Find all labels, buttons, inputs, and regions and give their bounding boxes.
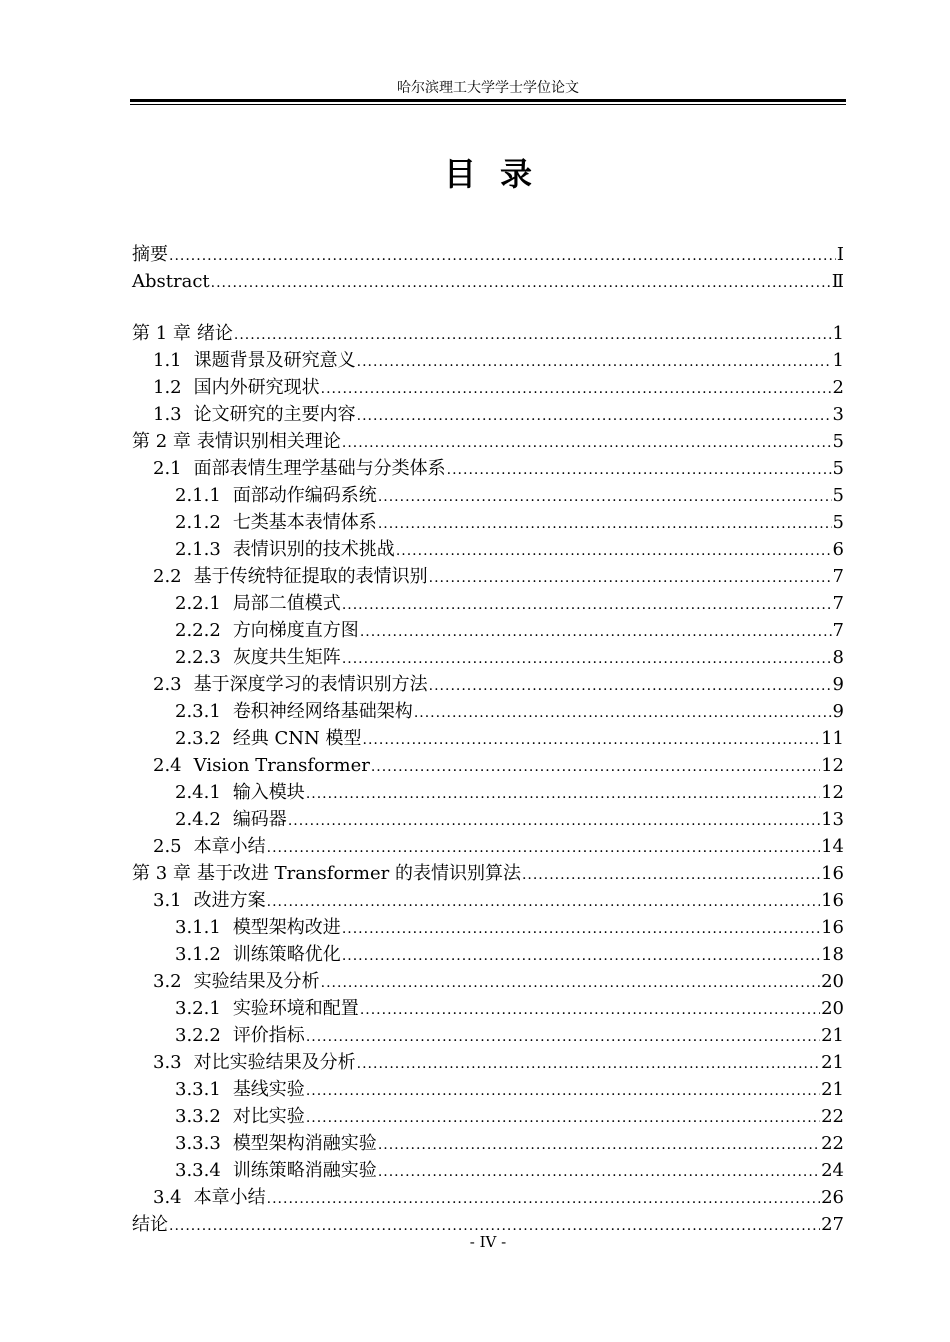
toc-entry[interactable] [132, 887, 844, 914]
toc-entry-number: 2.1.3 [175, 539, 221, 560]
toc-dot-leader [342, 430, 832, 457]
toc-dot-leader [378, 1159, 820, 1186]
toc-entry-page: 20 [821, 998, 844, 1019]
toc-entry-page: 1 [832, 323, 844, 344]
toc-entry-number: 3.1.1 [175, 917, 221, 938]
toc-entry-title: 对比实验 [232, 1106, 305, 1127]
toc-entry[interactable] [132, 1049, 844, 1076]
toc-entry[interactable] [132, 563, 844, 590]
toc-entry[interactable] [132, 1076, 844, 1103]
toc-entry-number: 3.3 [153, 1052, 182, 1073]
toc-entry-page: 26 [821, 1187, 844, 1208]
toc-entry-title: 卷积神经网络基础架构 [232, 701, 413, 722]
running-header: 哈尔滨理工大学学士学位论文 [397, 80, 579, 96]
toc-entry[interactable] [132, 401, 844, 428]
toc-entry-page: 24 [821, 1160, 844, 1181]
toc-entry-title: 模型架构消融实验 [232, 1133, 377, 1154]
toc-entry-number: 1.3 [153, 404, 182, 425]
toc-dot-leader [342, 646, 832, 673]
toc-entry-title: 模型架构改进 [232, 917, 341, 938]
toc-entry[interactable] [132, 1184, 844, 1211]
toc-entry-page: 7 [832, 620, 844, 641]
toc-entry-number: 2.1.2 [175, 512, 221, 533]
toc-entry[interactable] [132, 914, 844, 941]
toc-entry-number: 2.4.2 [175, 809, 221, 830]
toc-entry-title: 基于改进 Transformer 的表情识别算法 [196, 863, 521, 884]
toc-dot-leader [522, 862, 820, 889]
toc-entry-number: 2.3.1 [175, 701, 221, 722]
header-rule-thin [130, 104, 846, 105]
toc-dot-leader [342, 592, 832, 619]
toc-entry-page: 6 [832, 539, 844, 560]
toc-dot-leader [267, 835, 820, 862]
toc-entry-page: 18 [821, 944, 844, 965]
toc-entry-page: 7 [832, 566, 844, 587]
toc-entry-page: Ⅱ [831, 271, 844, 292]
toc-entry-title: 表情识别的技术挑战 [232, 539, 395, 560]
toc-entry-title: 摘要 [132, 244, 168, 265]
toc-entry-title: 方向梯度直方图 [232, 620, 359, 641]
toc-entry-title: 绪论 [196, 323, 233, 344]
toc-front-matter [132, 241, 844, 295]
toc-entry-page: 9 [832, 674, 844, 695]
toc-entry-title: 本章小结 [193, 836, 266, 857]
toc-entry-page: 21 [821, 1052, 844, 1073]
toc-dot-leader [267, 1186, 820, 1213]
toc-dot-leader [288, 808, 820, 835]
toc-entry-page: I [836, 244, 844, 265]
toc-entry[interactable] [132, 698, 844, 725]
toc-entry-title: 论文研究的主要内容 [193, 404, 356, 425]
toc-entry-number: 2.2.1 [175, 593, 221, 614]
toc-entry[interactable] [132, 320, 844, 347]
toc-entry[interactable] [132, 644, 844, 671]
toc-entry-number: 2.1.1 [175, 485, 221, 506]
toc-entry-number: 3.4 [153, 1187, 182, 1208]
toc-dot-leader [306, 1078, 820, 1105]
toc-entry-number: 2.4.1 [175, 782, 221, 803]
toc-entry-title: 本章小结 [193, 1187, 266, 1208]
toc-dot-leader [321, 970, 820, 997]
toc-entry-title: 实验结果及分析 [193, 971, 320, 992]
toc-entry-number: 第 3 章 [132, 863, 191, 884]
toc-entry[interactable] [132, 833, 844, 860]
toc-entry-number: 3.3.2 [175, 1106, 221, 1127]
toc-entry[interactable] [132, 1130, 844, 1157]
toc-entry-title: 对比实验结果及分析 [193, 1052, 356, 1073]
toc-entry-page: 5 [832, 485, 844, 506]
toc-dot-leader [357, 1051, 820, 1078]
toc-entry-page: 21 [821, 1079, 844, 1100]
toc-entry-number: 2.3.2 [175, 728, 221, 749]
toc-entry-title: 训练策略消融实验 [232, 1160, 377, 1181]
toc-entry-title: 表情识别相关理论 [196, 431, 341, 452]
toc-entry-title: 国内外研究现状 [193, 377, 320, 398]
toc-entry[interactable] [132, 860, 844, 887]
toc-entry[interactable] [132, 347, 844, 374]
toc-dot-leader [447, 457, 832, 484]
toc-entry-page: 3 [832, 404, 844, 425]
toc-entry-page: 9 [832, 701, 844, 722]
toc-entry-page: 20 [821, 971, 844, 992]
toc-entry-title: 实验环境和配置 [232, 998, 359, 1019]
toc-entry-title: 改进方案 [193, 890, 266, 911]
toc-entry[interactable] [132, 725, 844, 752]
toc-dot-leader [211, 270, 831, 297]
toc-dot-leader [360, 619, 832, 646]
toc-entry-page: 22 [821, 1133, 844, 1154]
toc-dot-leader [342, 943, 820, 970]
toc-entry-page: 2 [832, 377, 844, 398]
toc-entry[interactable] [132, 1103, 844, 1130]
toc-entry-page: 13 [821, 809, 844, 830]
toc-entry-page: 8 [832, 647, 844, 668]
toc-dot-leader [306, 1024, 820, 1051]
toc-entry-page: 12 [821, 782, 844, 803]
toc-entry-page: 1 [832, 350, 844, 371]
toc-dot-leader [267, 889, 820, 916]
toc-entry[interactable] [132, 752, 844, 779]
toc-entry-page: 5 [832, 512, 844, 533]
toc-entry-number: 3.1.2 [175, 944, 221, 965]
toc-entry[interactable] [132, 509, 844, 536]
toc-entry-title: Abstract [132, 271, 210, 292]
toc-entry-number: 2.5 [153, 836, 182, 857]
toc-entry-number: 2.2 [153, 566, 182, 587]
toc-entry[interactable] [132, 536, 844, 563]
toc-dot-leader [396, 538, 832, 565]
toc-dot-leader [342, 916, 820, 943]
toc-entry-title: 课题背景及研究意义 [193, 350, 356, 371]
toc-entry-title: 面部动作编码系统 [232, 485, 377, 506]
toc-entry-number: 2.2.2 [175, 620, 221, 641]
toc-entry-page: 27 [821, 1214, 844, 1235]
toc-entry-page: 16 [821, 890, 844, 911]
toc-entry[interactable] [132, 671, 844, 698]
toc-entry-number: 2.1 [153, 458, 182, 479]
toc-entry-title: 训练策略优化 [232, 944, 341, 965]
toc-entry[interactable] [132, 995, 844, 1022]
toc-entry-number: 3.2.2 [175, 1025, 221, 1046]
page-number: - IV - [469, 1233, 507, 1251]
toc-entry[interactable] [132, 455, 844, 482]
toc-entry-number: 3.1 [153, 890, 182, 911]
toc-entry[interactable] [132, 617, 844, 644]
toc-dot-leader [414, 700, 832, 727]
toc-entry-page: 7 [832, 593, 844, 614]
toc-entry-page: 5 [832, 458, 844, 479]
toc-entry-title: 编码器 [232, 809, 287, 830]
toc-entry[interactable] [132, 241, 844, 268]
toc-entry-page: 12 [821, 755, 844, 776]
toc-entry-title: 结论 [132, 1214, 168, 1235]
toc-entry-number: 3.3.4 [175, 1160, 221, 1181]
toc-entry[interactable] [132, 1157, 844, 1184]
toc-entry[interactable] [132, 374, 844, 401]
toc-entry-page: 22 [821, 1106, 844, 1127]
toc-entry[interactable] [132, 968, 844, 995]
toc-entry[interactable] [132, 1022, 844, 1049]
toc-entry-title: Vision Transformer [193, 755, 370, 776]
toc-entry-title: 局部二值模式 [232, 593, 341, 614]
toc-dot-leader [429, 565, 832, 592]
toc-dot-leader [371, 754, 820, 781]
toc-entry[interactable] [132, 268, 844, 295]
toc-entry-title: 评价指标 [232, 1025, 305, 1046]
toc-dot-leader [321, 376, 832, 403]
toc-dot-leader [429, 673, 832, 700]
toc-entry-page: 5 [832, 431, 844, 452]
toc-entry-title: 七类基本表情体系 [232, 512, 377, 533]
toc-dot-leader [378, 1132, 820, 1159]
toc-dot-leader [378, 511, 832, 538]
toc-entry-page: 11 [821, 728, 844, 749]
toc-entry-number: 1.1 [153, 350, 182, 371]
toc-entry-number: 第 1 章 [132, 323, 191, 344]
header-rule-thick [130, 99, 846, 102]
toc-entry[interactable] [132, 779, 844, 806]
toc-entry[interactable] [132, 806, 844, 833]
toc-entry-title: 输入模块 [232, 782, 305, 803]
toc-entry[interactable] [132, 590, 844, 617]
toc-entry-page: 21 [821, 1025, 844, 1046]
toc-entry-number: 3.2 [153, 971, 182, 992]
toc-entry-number: 3.2.1 [175, 998, 221, 1019]
toc-entry-title: 灰度共生矩阵 [232, 647, 341, 668]
toc-dot-leader [234, 322, 832, 349]
toc-entry-title: 经典 CNN 模型 [232, 728, 362, 749]
toc-title: 目录 [443, 155, 556, 193]
toc-entry[interactable] [132, 428, 844, 455]
toc-entry-number: 3.3.3 [175, 1133, 221, 1154]
toc-entry-title: 基线实验 [232, 1079, 305, 1100]
toc-entry[interactable] [132, 482, 844, 509]
toc-dot-leader [306, 781, 820, 808]
toc-dot-leader [169, 243, 836, 270]
toc-dot-leader [363, 727, 821, 754]
toc-entry-number: 2.3 [153, 674, 182, 695]
toc-entry[interactable] [132, 941, 844, 968]
toc-entry-number: 第 2 章 [132, 431, 191, 452]
toc-dot-leader [378, 484, 832, 511]
toc-entry-title: 基于传统特征提取的表情识别 [193, 566, 428, 587]
toc-entry-page: 14 [821, 836, 844, 857]
toc-entry-title: 基于深度学习的表情识别方法 [193, 674, 428, 695]
toc-entry-page: 16 [821, 863, 844, 884]
toc-dot-leader [306, 1105, 820, 1132]
toc-main-list [132, 320, 844, 1238]
toc-entry-number: 2.2.3 [175, 647, 221, 668]
toc-dot-leader [357, 349, 832, 376]
toc-entry-number: 1.2 [153, 377, 182, 398]
toc-dot-leader [357, 403, 832, 430]
toc-entry-page: 16 [821, 917, 844, 938]
toc-entry-number: 2.4 [153, 755, 182, 776]
toc-dot-leader [360, 997, 820, 1024]
toc-entry-title: 面部表情生理学基础与分类体系 [193, 458, 446, 479]
toc-entry-number: 3.3.1 [175, 1079, 221, 1100]
